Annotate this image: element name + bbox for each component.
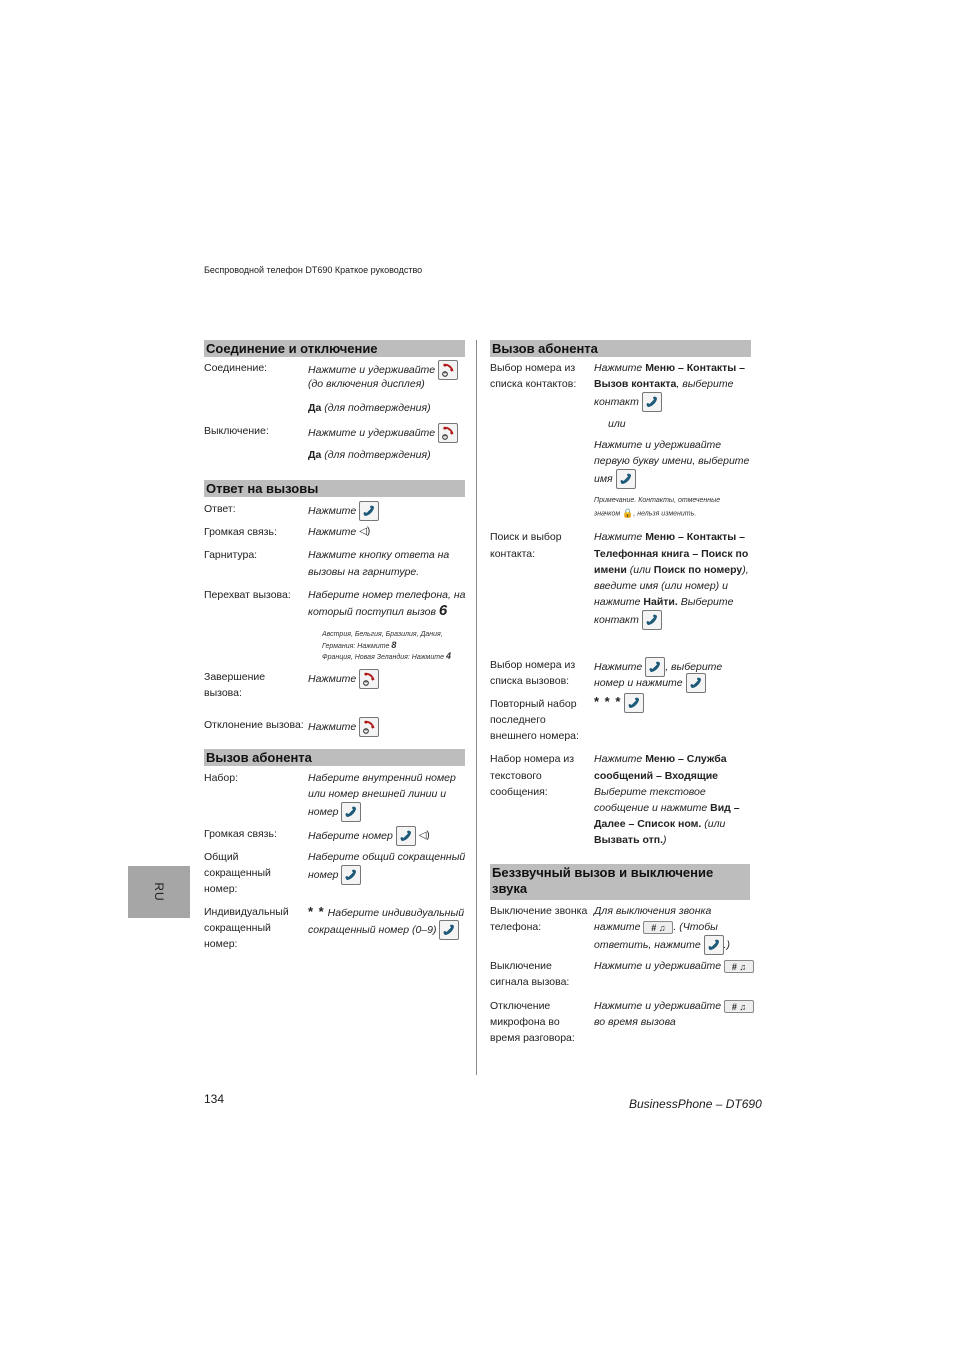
call-key-icon bbox=[624, 693, 644, 713]
row-label-mic-off: микрофона во bbox=[490, 1016, 560, 1028]
row-text bbox=[308, 802, 361, 822]
end-key-icon bbox=[359, 717, 379, 737]
note-line bbox=[322, 651, 451, 663]
digit-key: 6 bbox=[438, 602, 448, 619]
call-key-icon bbox=[642, 610, 662, 630]
call-key-icon bbox=[359, 501, 379, 521]
section-title-call-right: Вызов абонента bbox=[490, 340, 751, 357]
row-label-pickup: Перехват вызова: bbox=[204, 589, 291, 601]
text: , выберите bbox=[676, 378, 734, 390]
row-label-sms: сообщения: bbox=[490, 786, 548, 798]
text: ) bbox=[663, 834, 667, 846]
digit-key: 4 bbox=[445, 651, 451, 661]
text-bold: Да bbox=[308, 402, 322, 414]
call-key-icon bbox=[341, 865, 361, 885]
note-line: Примечание. Контакты, отмеченные bbox=[594, 497, 721, 504]
row-label-signal-off: сигнала вызова: bbox=[490, 976, 570, 988]
note-line: Австрия, Бельгия, Бразилия, Дания, bbox=[322, 631, 443, 638]
row-label-ringer-off: Выключение звонка bbox=[490, 905, 588, 917]
hash-mute-key-icon: # ♫ bbox=[724, 1000, 754, 1013]
row-text bbox=[594, 998, 754, 1014]
row-label-headset: Гарнитура: bbox=[204, 549, 258, 561]
page-number: 134 bbox=[204, 1092, 225, 1106]
row-label-speaker: Громкая связь: bbox=[204, 526, 277, 538]
text-bold: Поиск по номеру bbox=[653, 564, 743, 576]
text: Нажмите и удерживайте bbox=[594, 960, 722, 972]
row-label-mic-off: Отключение bbox=[490, 1000, 551, 1012]
row-text bbox=[594, 529, 745, 545]
section-title-answer: Ответ на вызовы bbox=[204, 480, 465, 497]
row-label-individual-abbr: номер: bbox=[204, 938, 238, 950]
footer-title: BusinessPhone – DT690 bbox=[629, 1097, 762, 1111]
row-label-individual-abbr: Индивидуальный bbox=[204, 906, 289, 918]
row-label-common-abbr: номер: bbox=[204, 883, 238, 895]
hash-mute-key-icon: # ♫ bbox=[724, 960, 754, 973]
text: который поступил вызов bbox=[308, 606, 436, 618]
call-key-icon bbox=[616, 469, 636, 489]
row-label-signal-off: Выключение bbox=[490, 960, 552, 972]
text-bold: имени bbox=[594, 564, 627, 576]
text: (для подтверждения) bbox=[321, 449, 431, 461]
row-label-search: Поиск и выбор bbox=[490, 531, 562, 543]
text: Нажмите bbox=[308, 720, 357, 733]
text: Нажмите и удерживайте bbox=[594, 1000, 722, 1012]
row-text-or: или bbox=[608, 418, 626, 430]
call-key-icon bbox=[439, 920, 459, 940]
row-text: или номер внешней линии и bbox=[308, 788, 447, 800]
row-text bbox=[594, 751, 727, 767]
row-label-call-list: списка вызовов: bbox=[490, 675, 570, 687]
row-text: Наберите внутренний номер bbox=[308, 772, 456, 784]
row-label-redial: внешнего номера: bbox=[490, 730, 579, 742]
text: контакт bbox=[594, 613, 639, 626]
row-text: Нажмите кнопку ответа на bbox=[308, 549, 450, 561]
row-label-end-call: Завершение bbox=[204, 671, 266, 683]
row-text bbox=[308, 603, 447, 620]
row-label-reject: Отклонение вызова: bbox=[204, 719, 304, 731]
row-text bbox=[594, 800, 740, 816]
text-bold: Меню – Контакты – bbox=[645, 531, 746, 543]
text: имя bbox=[594, 472, 613, 485]
section-title-line: звука bbox=[492, 881, 528, 896]
row-label-redial: последнего bbox=[490, 714, 546, 726]
row-label-call-list: Выбор номера из bbox=[490, 659, 576, 671]
row-text bbox=[594, 610, 662, 630]
row-text: вызовы на гарнитуре. bbox=[308, 566, 420, 578]
row-label-speaker-dial: Громкая связь: bbox=[204, 828, 277, 840]
call-key-icon bbox=[686, 673, 706, 693]
text: Выберите bbox=[677, 596, 734, 608]
text-bold: Да bbox=[308, 449, 322, 461]
row-label-common-abbr: Общий bbox=[204, 851, 239, 863]
row-text bbox=[594, 546, 748, 562]
end-key-icon bbox=[438, 360, 458, 380]
row-text: Наберите общий сокращенный bbox=[308, 851, 466, 863]
row-text bbox=[594, 919, 718, 935]
star-keys: * * bbox=[308, 904, 325, 919]
speaker-icon: ◁) bbox=[418, 830, 430, 841]
text-bold: сообщений – Входящие bbox=[594, 770, 719, 782]
section-title-connect: Соединение и отключение bbox=[204, 340, 465, 357]
row-label-mic-off: время разговора: bbox=[490, 1032, 575, 1044]
row-text bbox=[594, 816, 725, 832]
text: , нельзя изменить. bbox=[633, 510, 697, 518]
text: ), bbox=[742, 564, 749, 576]
row-text bbox=[594, 469, 636, 489]
row-text: во время вызова bbox=[594, 1016, 676, 1028]
text: (для подтверждения) bbox=[321, 402, 431, 414]
text: , выберите bbox=[665, 660, 723, 673]
row-text bbox=[308, 669, 379, 689]
text-bold: Телефонная книга – Поиск по bbox=[594, 548, 749, 560]
text: Нажмите bbox=[308, 504, 357, 517]
text: Нажмите и удерживайте bbox=[308, 363, 436, 376]
row-text bbox=[594, 392, 662, 412]
text-bold: Далее – Список ном. bbox=[594, 818, 702, 830]
text: Наберите индивидуальный bbox=[324, 907, 465, 919]
row-text bbox=[594, 958, 754, 974]
text: контакт bbox=[594, 395, 639, 408]
text: сообщение и нажмите bbox=[594, 802, 711, 814]
text-bold: Вид – bbox=[710, 802, 740, 814]
text: Нажмите bbox=[594, 362, 646, 374]
row-text bbox=[594, 935, 730, 955]
text: .) bbox=[723, 938, 731, 951]
row-text bbox=[594, 562, 749, 578]
end-key-icon bbox=[438, 423, 458, 443]
call-key-icon bbox=[704, 935, 724, 955]
section-title-silent bbox=[490, 864, 750, 900]
row-label-end-call: вызова: bbox=[204, 687, 242, 699]
text: нажмите bbox=[594, 596, 644, 608]
text: Наберите номер bbox=[308, 829, 393, 842]
row-text bbox=[594, 693, 644, 713]
row-label-contacts: Выбор номера из bbox=[490, 362, 576, 374]
text: нажмите bbox=[594, 921, 641, 933]
row-text bbox=[308, 826, 430, 846]
speaker-icon: ◁) bbox=[359, 526, 371, 538]
call-key-icon bbox=[341, 802, 361, 822]
row-label-answer: Ответ: bbox=[204, 503, 236, 515]
text: Германия: Нажмите bbox=[322, 643, 390, 650]
text-bold: Вызов контакта bbox=[594, 378, 677, 390]
text-bold: Найти. bbox=[643, 596, 678, 608]
row-text: Для выключения звонка bbox=[594, 905, 712, 917]
row-text bbox=[308, 524, 370, 540]
row-text bbox=[594, 832, 667, 848]
text-bold: Меню – Служба bbox=[645, 753, 727, 765]
text: ответить, нажмите bbox=[594, 938, 701, 951]
text: Франция, Новая Зеландия: Нажмите bbox=[322, 654, 444, 661]
row-label-sms: Набор номера из bbox=[490, 753, 575, 765]
text: Нажмите и удерживайте bbox=[308, 426, 436, 439]
text: номер bbox=[308, 805, 339, 818]
note-line bbox=[594, 508, 696, 519]
row-text: (до включения дисплея) bbox=[308, 378, 425, 390]
text: Нажмите bbox=[594, 531, 646, 543]
call-key-icon bbox=[642, 392, 662, 412]
text: Нажмите bbox=[308, 526, 357, 538]
text: сокращенный номер (0–9) bbox=[308, 923, 437, 936]
document-header: Беспроводной телефон DT690 Краткое руководство bbox=[204, 265, 423, 275]
hash-mute-key-icon: # ♫ bbox=[643, 921, 673, 934]
row-label-power-off: Выключение: bbox=[204, 425, 269, 437]
language-tab bbox=[128, 866, 190, 918]
text: (или bbox=[626, 564, 654, 576]
text: номер и нажмите bbox=[594, 676, 683, 689]
row-label-common-abbr: сокращенный bbox=[204, 867, 271, 879]
text: Нажмите bbox=[594, 753, 646, 765]
row-text: первую букву имени, выберите bbox=[594, 455, 750, 467]
text: Нажмите bbox=[594, 660, 643, 673]
text: номер bbox=[308, 868, 339, 881]
end-key-icon bbox=[359, 669, 379, 689]
text: значком bbox=[594, 510, 621, 518]
row-label-dial: Набор: bbox=[204, 772, 239, 784]
row-text: Нажмите и удерживайте bbox=[594, 439, 722, 451]
row-text: введите имя (или номер) и bbox=[594, 580, 728, 592]
text: Нажмите bbox=[308, 672, 357, 685]
row-text bbox=[594, 673, 706, 693]
row-label-sms: текстового bbox=[490, 770, 542, 782]
row-text bbox=[308, 423, 458, 443]
row-text bbox=[308, 400, 431, 416]
row-text bbox=[308, 447, 431, 463]
text: (или bbox=[701, 818, 726, 830]
section-title-line: Беззвучный вызов и выключение bbox=[492, 865, 714, 880]
row-label-redial: Повторный набор bbox=[490, 698, 577, 710]
row-text bbox=[594, 376, 733, 392]
row-text bbox=[594, 360, 745, 376]
row-text bbox=[308, 920, 459, 940]
text-bold: Вызвать отп. bbox=[594, 834, 663, 846]
row-text bbox=[308, 717, 379, 737]
column-divider bbox=[476, 340, 477, 1075]
lock-icon: 🔒 bbox=[622, 508, 634, 518]
row-label-ringer-off: телефона: bbox=[490, 921, 542, 933]
star-keys: * * * bbox=[594, 693, 622, 709]
row-label-contacts: списка контактов: bbox=[490, 378, 577, 390]
text: . (Чтобы bbox=[673, 921, 718, 933]
row-text bbox=[308, 501, 379, 521]
text-bold: Меню – Контакты – bbox=[645, 362, 746, 374]
section-title-call: Вызов абонента bbox=[204, 749, 465, 766]
digit-key: 8 bbox=[391, 640, 397, 650]
row-text bbox=[594, 594, 733, 610]
row-text bbox=[594, 768, 718, 784]
row-text: Выберите текстовое bbox=[594, 786, 706, 798]
language-tab-label: RU bbox=[152, 882, 166, 902]
row-label-individual-abbr: сокращенный bbox=[204, 922, 271, 934]
row-text bbox=[308, 865, 361, 885]
row-text: Наберите номер телефона, на bbox=[308, 589, 466, 601]
row-label-search: контакта: bbox=[490, 548, 536, 560]
row-text bbox=[308, 904, 464, 921]
row-label-connect: Соединение: bbox=[204, 362, 268, 374]
call-key-icon bbox=[396, 826, 416, 846]
